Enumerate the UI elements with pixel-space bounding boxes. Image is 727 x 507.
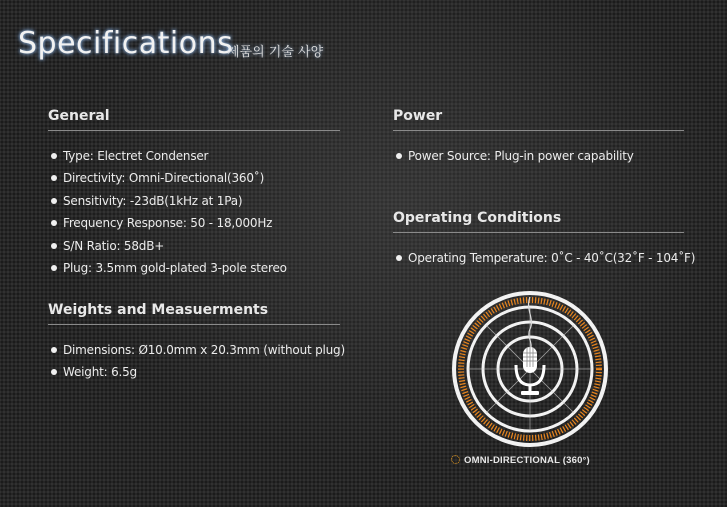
list-item — [393, 145, 684, 167]
spec-directivity: Directivity: Omni-Directional(360˚) — [63, 171, 265, 186]
bullet-icon — [396, 153, 402, 159]
spec-frequency: Frequency Response: 50 - 18,000Hz — [63, 216, 273, 231]
list-item — [48, 257, 340, 279]
list-item — [48, 361, 340, 383]
list-item — [48, 145, 340, 167]
circle-icon — [451, 455, 460, 464]
bullet-icon — [51, 265, 57, 271]
spec-type: Type: Electret Condenser — [63, 149, 209, 163]
list-item — [48, 235, 340, 257]
operating-section — [393, 210, 696, 269]
power-heading: Power — [393, 108, 684, 131]
list-item — [393, 247, 696, 269]
bullet-icon — [51, 369, 57, 375]
spec-sn-ratio: S/N Ratio: 58dB+ — [63, 238, 165, 253]
omni-directional-diagram — [450, 289, 610, 449]
page-title: Specifications — [18, 26, 234, 61]
spec-operating-temperature: Operating Temperature: 0˚C - 40˚C(32˚F - 104˚F) — [408, 251, 696, 265]
spec-sensitivity: Sensitivity: -23dB(1kHz at 1Pa) — [63, 193, 243, 208]
bullet-icon — [51, 198, 57, 204]
bullet-icon — [51, 243, 57, 249]
caption-text: OMNI-DIRECTIONAL (360°) — [464, 455, 590, 466]
weights-section — [48, 302, 345, 384]
spec-dimensions: Dimensions: Ø10.0mm x 20.3mm (without plug) — [63, 343, 345, 357]
page-subtitle: 제품의 기술 사양 — [227, 45, 324, 60]
spec-plug: Plug: 3.5mm gold-plated 3-pole stereo — [63, 261, 287, 276]
spec-power-source: Power Source: Plug-in power capability — [408, 149, 634, 163]
list-item — [48, 339, 345, 361]
operating-list — [393, 247, 696, 269]
weights-heading: Weights and Measuerments — [48, 302, 340, 325]
bullet-icon — [51, 220, 57, 226]
bullet-icon — [51, 347, 57, 353]
bullet-icon — [51, 153, 57, 159]
general-heading: General — [48, 108, 340, 131]
bullet-icon — [396, 255, 402, 261]
spec-weight: Weight: 6.5g — [63, 365, 137, 380]
power-list — [393, 145, 684, 167]
list-item — [48, 167, 340, 189]
diagram-caption — [451, 455, 590, 466]
general-section — [48, 108, 340, 279]
list-item — [48, 212, 340, 234]
power-section — [393, 108, 684, 167]
microphone-icon — [516, 347, 544, 395]
operating-heading: Operating Conditions — [393, 210, 684, 233]
weights-list — [48, 339, 345, 384]
bullet-icon — [51, 175, 57, 181]
general-list — [48, 145, 340, 279]
list-item — [48, 190, 340, 212]
